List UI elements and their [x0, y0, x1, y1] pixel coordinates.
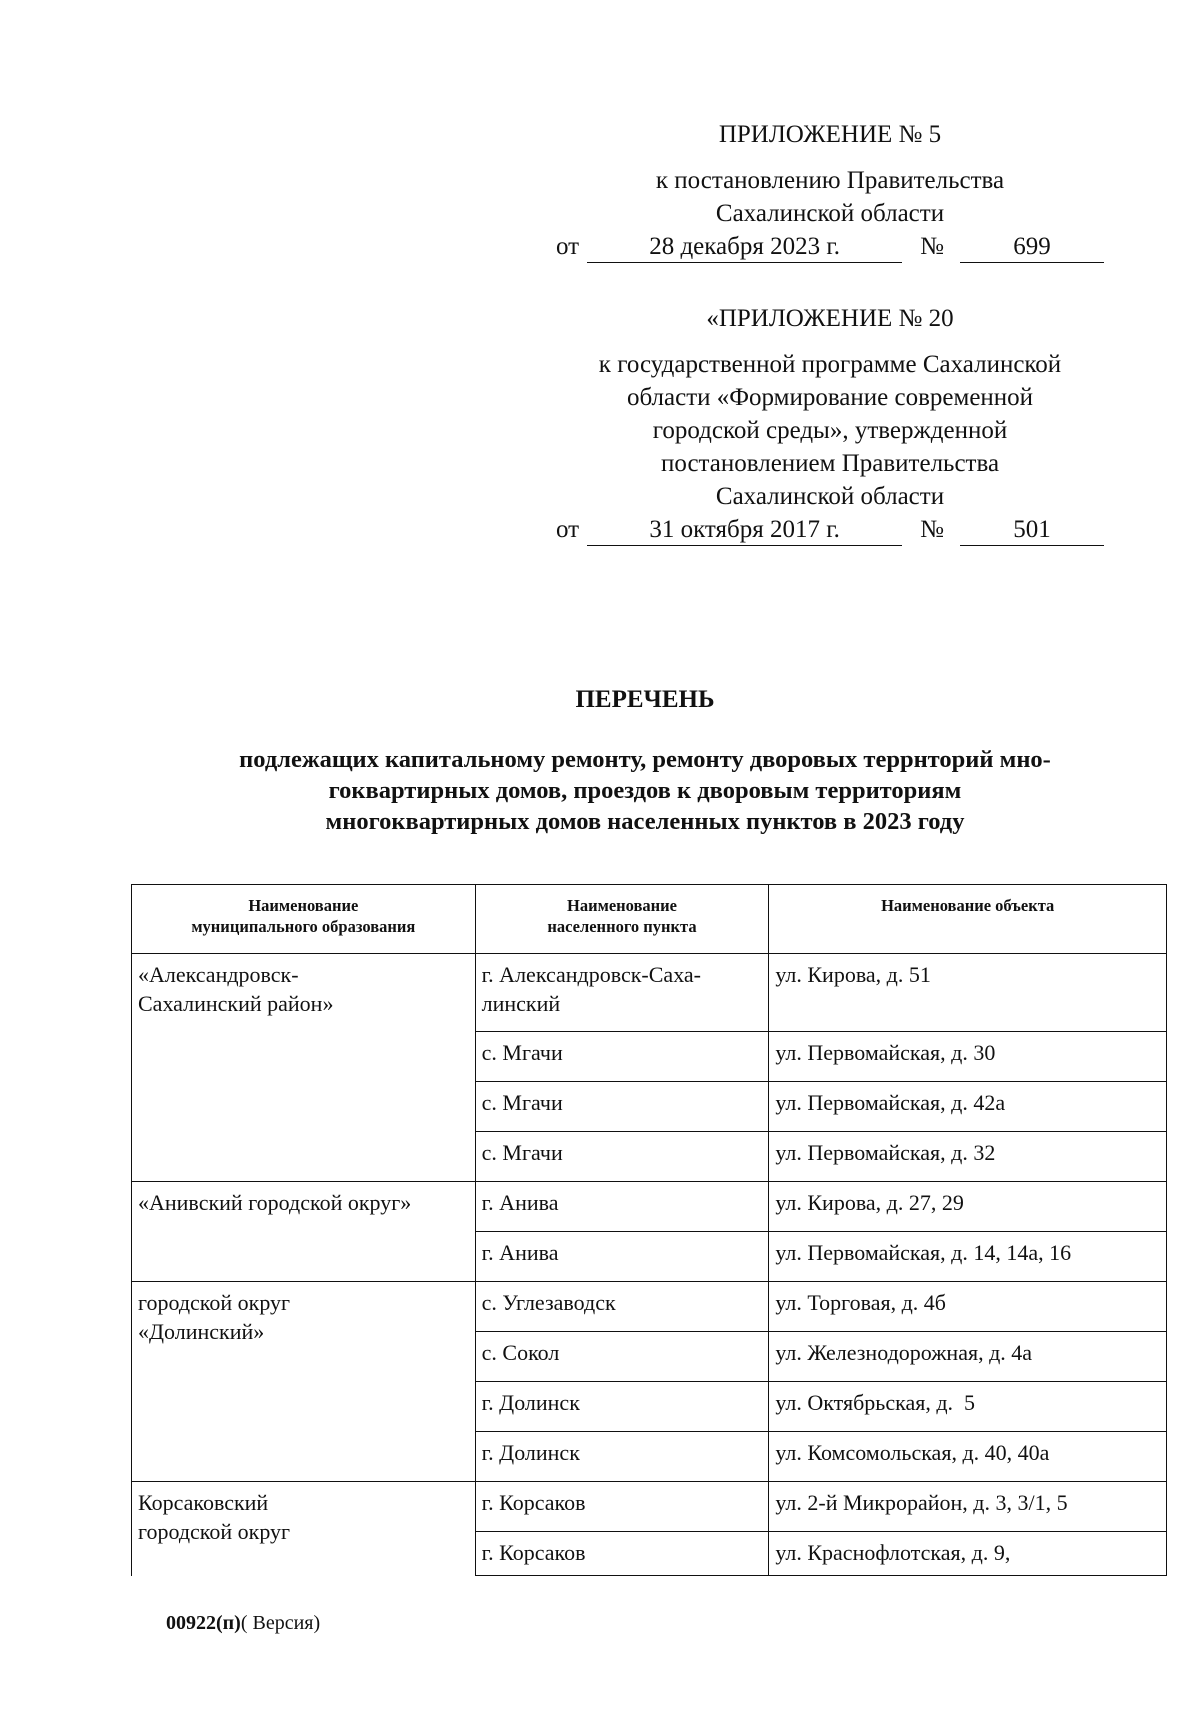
- objects-table: [131, 884, 1167, 1576]
- document-footer: [166, 1612, 320, 1635]
- header-object: [769, 885, 1167, 954]
- object-cell: ул. Краснофлотская, д. 9,: [769, 1532, 1167, 1576]
- municipality-cell: [132, 1182, 476, 1282]
- municipality-cell: [132, 1482, 476, 1576]
- municipality-name: «Долинский»: [138, 1319, 265, 1344]
- object-cell: ул. Комсомольская, д. 40, 40а: [769, 1432, 1167, 1482]
- appendix-20-line: Сахалинской области: [715, 483, 945, 510]
- resolution-date: 28 декабря 2023 г.: [587, 232, 902, 263]
- header-municipality: [132, 885, 476, 954]
- document-title: ПЕРЕЧЕНЬ: [575, 686, 715, 713]
- appendix-20-line: к государственной программе Сахалинской: [598, 351, 1062, 378]
- municipality-name: «Александровск-: [138, 962, 299, 987]
- appendix-20-header: [540, 302, 1120, 546]
- appendix-20-line: области «Формирование современной: [626, 384, 1034, 411]
- settlement-cell: г. Долинск: [475, 1382, 769, 1432]
- municipality-cell: [132, 954, 476, 1182]
- appendix-20-title: «ПРИЛОЖЕНИЕ № 20: [706, 305, 954, 332]
- object-cell: ул. Торговая, д. 4б: [769, 1282, 1167, 1332]
- settlement-cell: г. Долинск: [475, 1432, 769, 1482]
- settlement-cell: г. Анива: [475, 1232, 769, 1282]
- settlement-name: г. Александровск-Саха-: [481, 962, 701, 987]
- subtitle-line: гоквартирных домов, проездов к дворовым территориям: [328, 777, 962, 804]
- number-label: №: [920, 516, 944, 543]
- object-cell: ул. Октябрьская, д. 5: [769, 1382, 1167, 1432]
- settlement-cell: с. Сокол: [475, 1332, 769, 1382]
- appendix-5-title: ПРИЛОЖЕНИЕ № 5: [718, 121, 942, 148]
- appendix-20-line: городской среды», утвержденной: [652, 417, 1008, 444]
- table-row: [132, 1282, 1167, 1332]
- object-cell: ул. Железнодорожная, д. 4а: [769, 1332, 1167, 1382]
- number-label: №: [920, 233, 944, 260]
- table-row: [132, 954, 1167, 1032]
- appendix-20-date-row: [540, 513, 1120, 546]
- settlement-cell: с. Углезаводск: [475, 1282, 769, 1332]
- from-label: от: [556, 233, 580, 260]
- appendix-5-header: [540, 118, 1120, 263]
- municipality-name: городской округ: [138, 1519, 291, 1544]
- municipality-cell: [132, 1282, 476, 1482]
- settlement-cell: [475, 954, 769, 1032]
- header-object-line: Наименование объекта: [881, 896, 1055, 915]
- program-date: 31 октября 2017 г.: [587, 515, 902, 546]
- appendix-5-line-1: к постановлению Правительства: [655, 167, 1005, 194]
- from-label: от: [556, 516, 580, 543]
- document-heading: [150, 686, 1140, 837]
- header-settlement: [475, 885, 769, 954]
- table-header-row: [132, 885, 1167, 954]
- table-row: [132, 1182, 1167, 1232]
- subtitle-line: подлежащих капитальному ремонту, ремонту дворовых террнторий мно-: [239, 746, 1051, 773]
- object-cell: ул. Первомайская, д. 14, 14а, 16: [769, 1232, 1167, 1282]
- municipality-name: «Анивский городской округ»: [138, 1190, 412, 1215]
- object-cell: ул. Кирова, д. 51: [769, 954, 1167, 1032]
- header-settlement-line: населенного пункта: [547, 917, 697, 936]
- object-cell: ул. Первомайская, д. 42а: [769, 1082, 1167, 1132]
- appendix-5-date-row: [540, 230, 1120, 263]
- table-row: [132, 1482, 1167, 1532]
- subtitle-line: многоквартирных домов населенных пунктов в 2023 году: [325, 808, 965, 835]
- settlement-cell: с. Мгачи: [475, 1032, 769, 1082]
- settlement-cell: с. Мгачи: [475, 1132, 769, 1182]
- municipality-name: Корсаковский: [138, 1490, 269, 1515]
- document-version: ( Версия): [240, 1612, 321, 1634]
- settlement-name: линский: [481, 991, 561, 1016]
- object-cell: ул. Первомайская, д. 32: [769, 1132, 1167, 1182]
- program-number: 501: [960, 515, 1104, 546]
- object-cell: ул. Первомайская, д. 30: [769, 1032, 1167, 1082]
- document-code: 00922(п): [166, 1612, 241, 1634]
- municipality-name: Сахалинский район»: [138, 991, 334, 1016]
- header-municipality-line: Наименование: [248, 896, 359, 915]
- settlement-cell: г. Анива: [475, 1182, 769, 1232]
- settlement-cell: с. Мгачи: [475, 1082, 769, 1132]
- appendix-5-line-2: Сахалинской области: [715, 200, 945, 227]
- object-cell: ул. Кирова, д. 27, 29: [769, 1182, 1167, 1232]
- header-municipality-line: муниципального образования: [191, 917, 416, 936]
- object-cell: ул. 2-й Микрорайон, д. 3, 3/1, 5: [769, 1482, 1167, 1532]
- document-subtitle: [150, 744, 1140, 837]
- appendix-20-line: постановлением Правительства: [660, 450, 1000, 477]
- resolution-number: 699: [960, 232, 1104, 263]
- settlement-cell: г. Корсаков: [475, 1532, 769, 1576]
- header-settlement-line: Наименование: [567, 896, 677, 915]
- municipality-name: городской округ: [138, 1290, 291, 1315]
- settlement-cell: г. Корсаков: [475, 1482, 769, 1532]
